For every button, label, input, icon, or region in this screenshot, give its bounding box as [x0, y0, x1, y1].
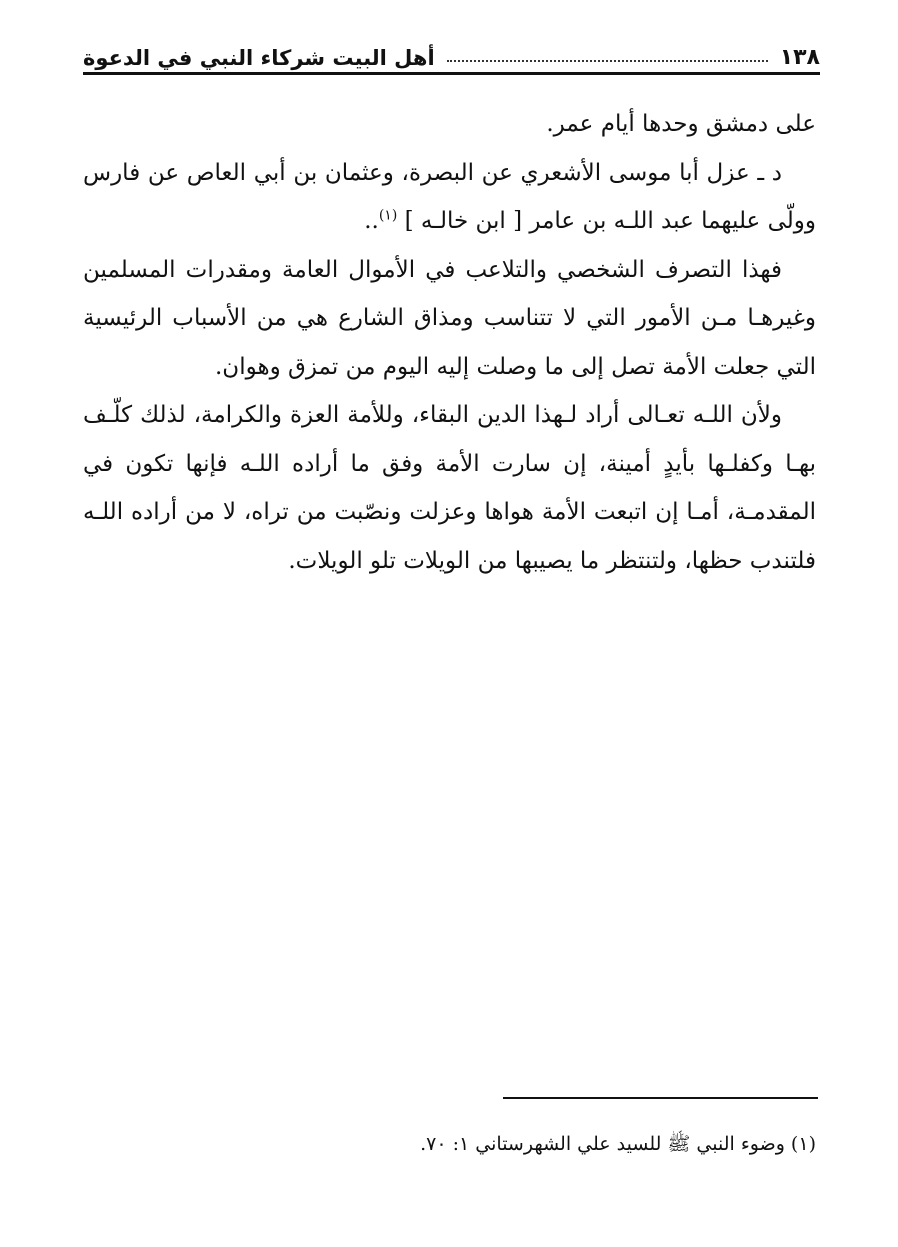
paragraph-text: د ـ عزل أبا موسى الأشعري عن البصرة، وعثمان بن أبي العاص عن فارس وولّى عليهما عبد اللـه بن عامر [ ابن خالـه ] — [83, 159, 816, 234]
paragraph: على دمشق وحدها أيام عمر. — [546, 111, 816, 137]
page-number: ١٣٨ — [779, 45, 820, 70]
header-rule — [83, 72, 820, 75]
running-header — [83, 30, 820, 72]
paragraph: فهذا التصرف الشخصي والتلاعب في الأموال العامة ومقدرات المسلمين وغيرهـا مـن الأمور التي لا تتناسب ومذاق الشارع هي من الأسباب الرئيسية التي جعلت الأمة تصل إلى ما وصلت إليه اليوم من تمزق وهوان. — [83, 256, 816, 380]
header-dot-leader — [447, 59, 768, 62]
reference-trail: .. — [364, 208, 379, 234]
paragraph: ولأن اللـه تعـالى أراد لـهذا الدين البقاء، وللأمة العزة والكرامة، لذلك كلّـف بهـا وكفلـها بأيدٍ أمينة، إن سارت الأمة وفق ما أراده اللـه فإنها تكون في المقدمـة، أمـا إن اتبعت الأمة هواها وعزلت ونصّبت من تراه، لا من أراده اللـه فلتندب حظها، ولتنتظر ما يصيبها من الويلات تلو الويلات. — [83, 402, 816, 574]
footnote-reference[interactable]: (١) — [378, 207, 398, 224]
footnote: (١) وضوء النبي ﷺ للسيد علي الشهرستاني ١: ٧٠. — [420, 1133, 816, 1155]
footnote-separator — [503, 1097, 818, 1099]
body-text — [83, 100, 816, 585]
paragraph — [83, 149, 816, 246]
running-title: أهل البيت شركاء النبي في الدعوة — [83, 46, 435, 70]
